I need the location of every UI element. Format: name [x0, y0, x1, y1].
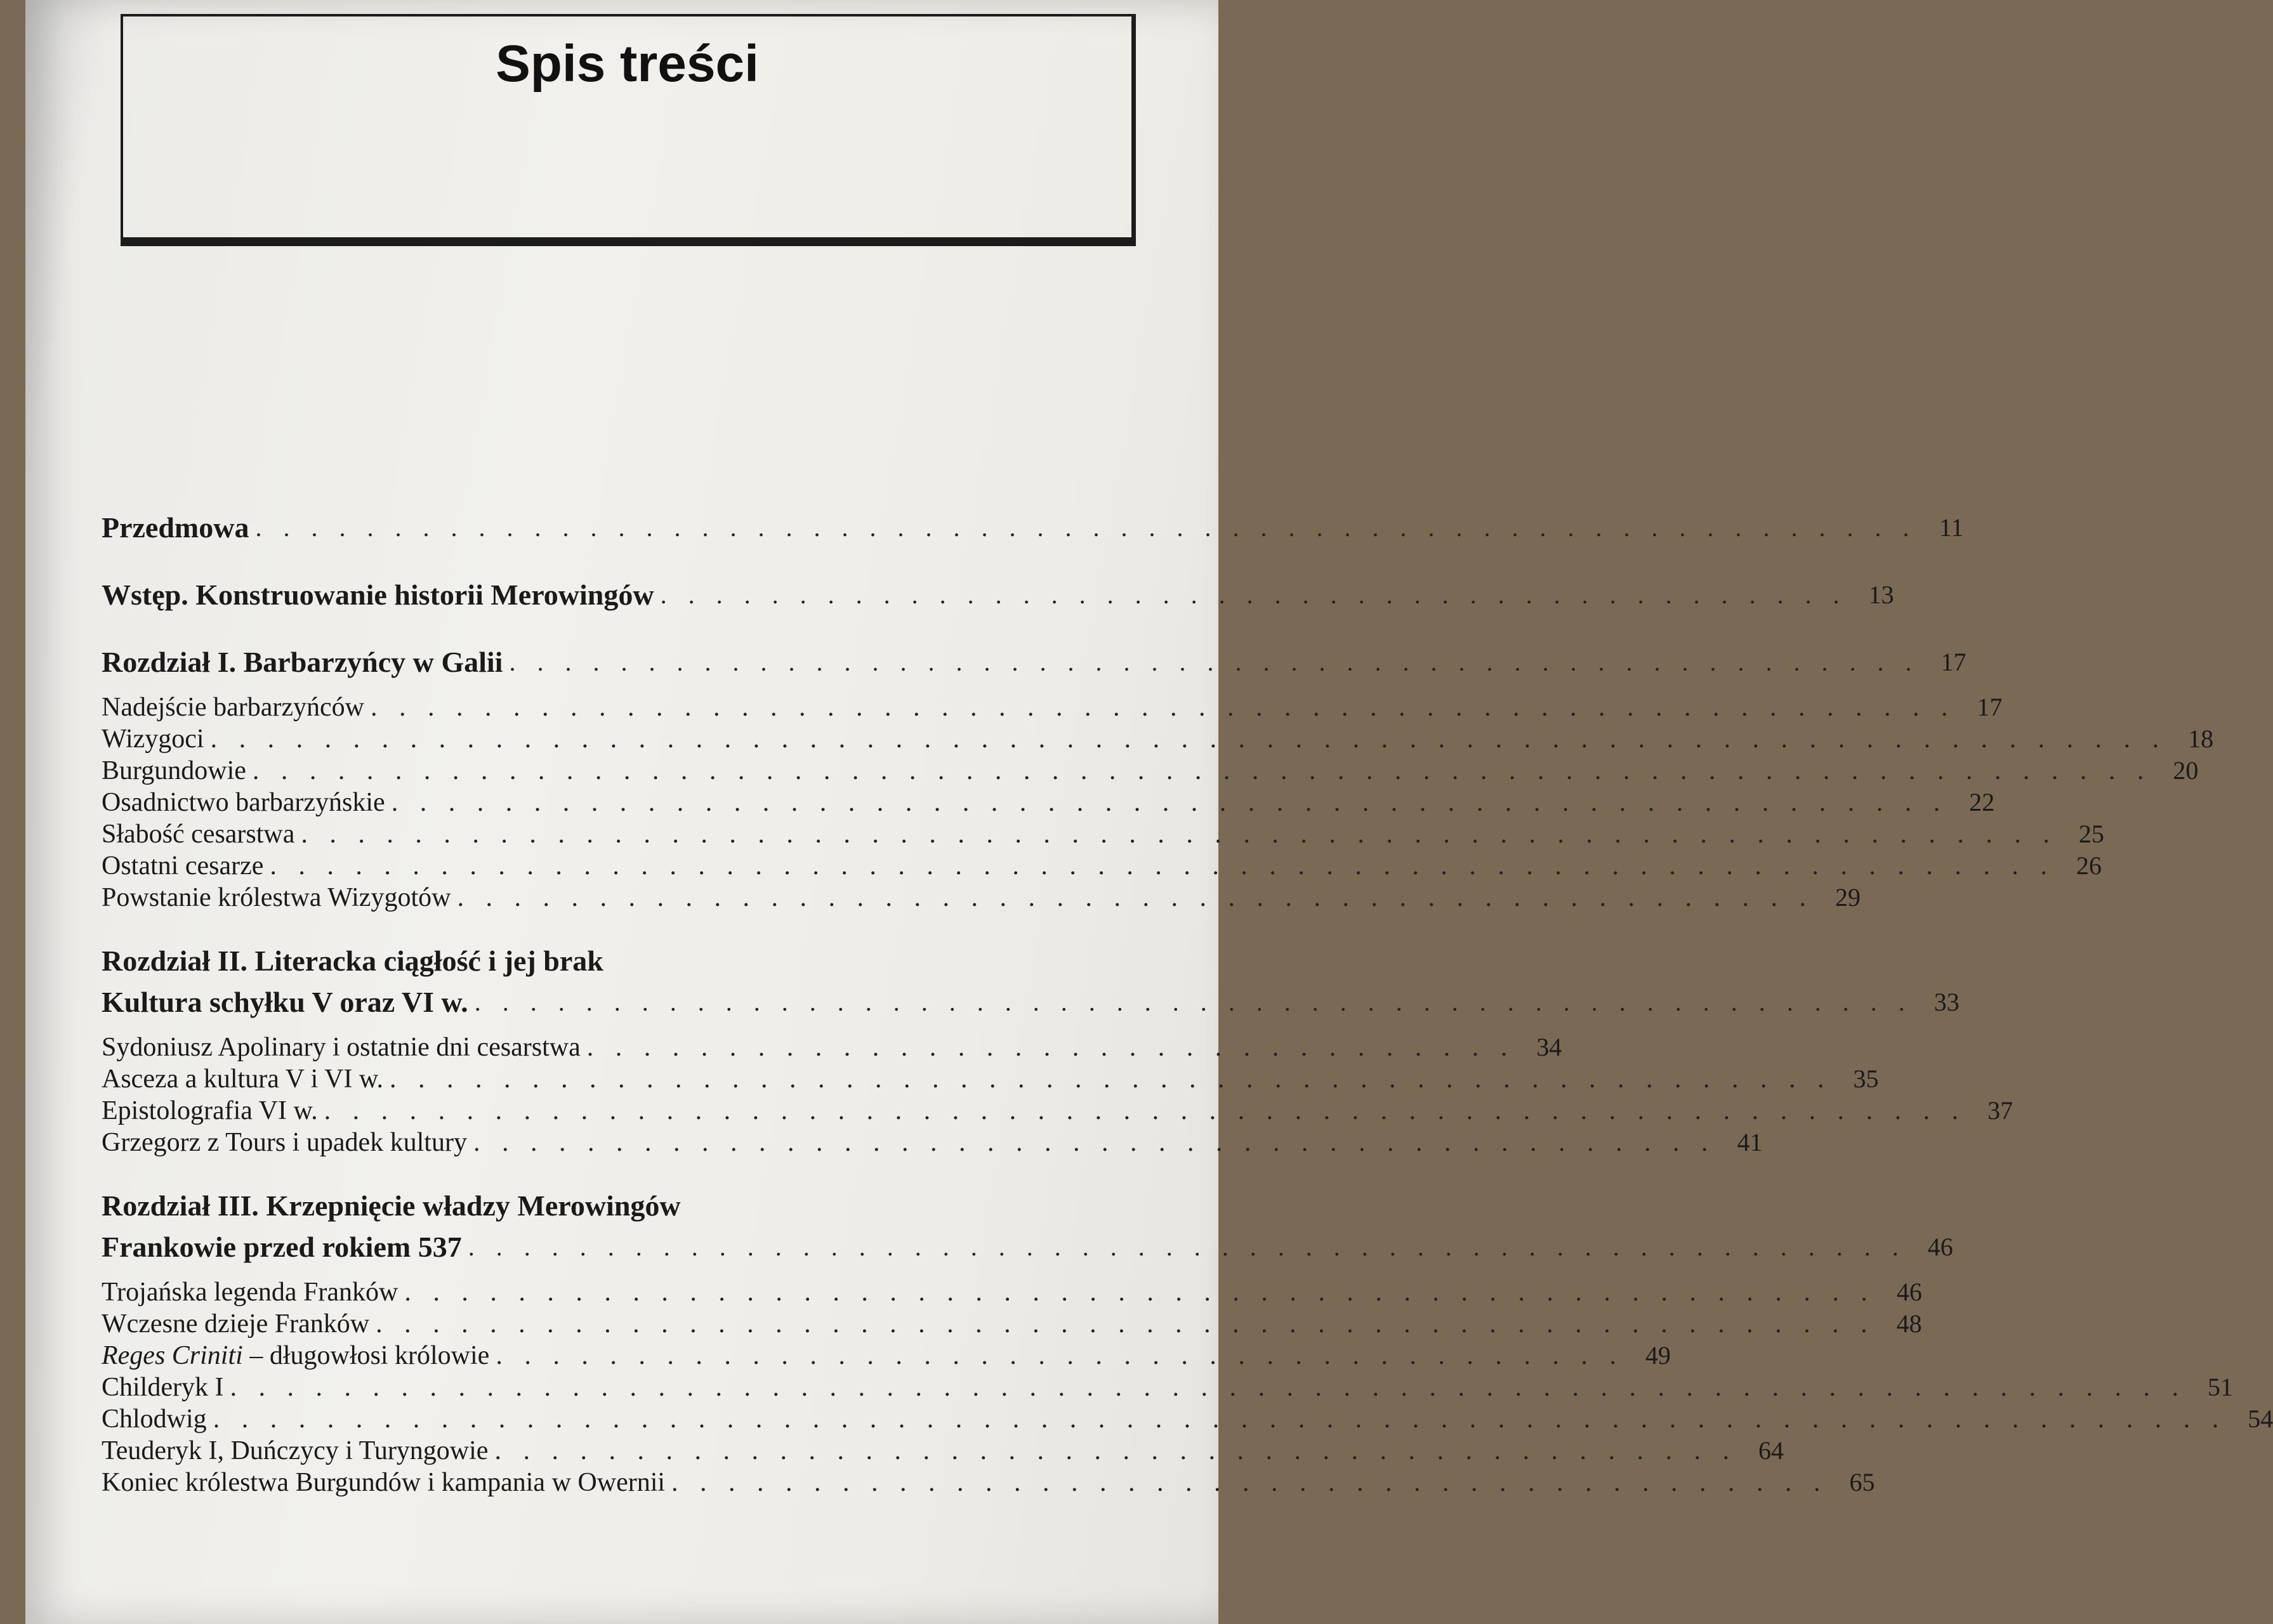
table-of-contents	[102, 508, 2273, 1525]
entry-label: – długowłosi królowie	[242, 1341, 490, 1370]
dot-leader: . . . . . . . . . . . . . . . . . . . . . . . . . . . . . . . . . . . . . . . . . . . . . . . . . . . . .	[376, 1309, 1875, 1339]
dot-leader: . . . . . . . . . . . . . . . . . . . . . . . . . . . . . . . . . . . . . . . . .	[671, 1468, 1828, 1497]
chapter-page-number: 46	[1927, 1233, 1953, 1261]
chapter-3-items	[102, 1276, 2273, 1498]
list-item: Burgundowie . . . . . . . . . . . . . . . . . . . . . . . . . . . . . . . . . . . . . . . . . . . . . . . . . . . . . . . . . . . . . . . . . . . 20	[102, 756, 2199, 785]
list-item: Wczesne dzieje Franków . . . . . . . . . . . . . . . . . . . . . . . . . . . . . . . . . . . . . . . . . . . . . . . . . . . . . 48	[102, 1309, 1922, 1339]
list-item: Teuderyk I, Duńczycy i Turyngowie . . . . . . . . . . . . . . . . . . . . . . . . . . . . . . . . . . . . . . . . . . . . 64	[102, 1436, 1784, 1465]
dot-leader: . . . . . . . . . . . . . . . . . . . . . . . . . . . . . . . . . . . . . . . . . . . .	[473, 1128, 1716, 1157]
list-item: Chlodwig . . . . . . . . . . . . . . . . . . . . . . . . . . . . . . . . . . . . . . . . . . . . . . . . . . . . . . . . . . . . . . . . . . . . . . . 54	[102, 1405, 2273, 1434]
dot-leader: . . . . . . . . . . . . . . . . . . . . . . . . . . . . . . . . .	[586, 1033, 1515, 1062]
dot-leader: . . . . . . . . . . . . . . . . . . . . . . . . . . . . . . . . . . . . . . . . . . . . . . . . . . . . . . . . . . . . . . .	[270, 851, 2055, 881]
chapter-page-number: 17	[1940, 648, 1967, 676]
list-item: Powstanie królestwa Wizygotów . . . . . . . . . . . . . . . . . . . . . . . . . . . . . . . . . . . . . . . . . . . . . . . . 29	[102, 883, 1861, 912]
dot-leader: . . . . . . . . . . . . . . . . . . . . . . . . . . . . . . . . . . . . . . . . . . . . . . . . . . . . . . . . . . . . . . . . . . . . .	[230, 1373, 2186, 1402]
chapter-heading: Rozdział III. Krzepnięcie władzy Merowingów	[102, 1189, 681, 1222]
dot-leader: . . . . . . . . . . . . . . . . . . . . . . . . . . . . . . . . . . . . . . . . . . . . . . . . . . . . . . . .	[370, 693, 1956, 722]
list-item: Sydoniusz Apolinary i ostatnie dni cesarstwa . . . . . . . . . . . . . . . . . . . . . . . . . . . . . . . . . 34	[102, 1033, 1562, 1062]
dot-leader: . . . . . . . . . . . . . . . . . . . . . . . . . . . . . . . . . . . . . . . . . . . . . . . .	[457, 883, 1814, 912]
chapter-1-items	[102, 691, 2214, 914]
chapter-subheading: Frankowie przed rokiem 537	[102, 1231, 462, 1263]
page-title: Spis treści	[496, 35, 759, 93]
chapter-heading: Rozdział I. Barbarzyńcy w Galii	[102, 646, 503, 678]
toc-entry-preface	[102, 508, 1964, 548]
chapter-heading: Rozdział II. Literacka ciągłość i jej brak	[102, 945, 603, 977]
list-item: Nadejście barbarzyńców . . . . . . . . . . . . . . . . . . . . . . . . . . . . . . . . . . . . . . . . . . . . . . . . . . . . . . . . 17	[102, 693, 2003, 722]
list-item: Grzegorz z Tours i upadek kultury . . . . . . . . . . . . . . . . . . . . . . . . . . . . . . . . . . . . . . . . . . . . 41	[102, 1128, 1763, 1157]
list-item: Ostatni cesarze . . . . . . . . . . . . . . . . . . . . . . . . . . . . . . . . . . . . . . . . . . . . . . . . . . . . . . . . . . . . . . . 26	[102, 851, 2102, 881]
dot-leader: . . . . . . . . . . . . . . . . . . . . . . . . . . . . . . . . . . . . . . . . . . .	[660, 580, 1847, 609]
list-item: Wizygoci . . . . . . . . . . . . . . . . . . . . . . . . . . . . . . . . . . . . . . . . . . . . . . . . . . . . . . . . . . . . . . . . . . . . . 18	[102, 724, 2214, 754]
dot-leader: . . . . . . . . . . . . . . . . . . . . . . . . . . . . . . . . . . . . . . . . . . . . . . . . . . .	[390, 1064, 1832, 1094]
dot-leader: . . . . . . . . . . . . . . . . . . . . . . . . . . . . . . . . . . . . . . . . . . . . . . . . . . . . . . .	[391, 788, 1948, 817]
list-item: Reges Criniti – długowłosi królowie . . . . . . . . . . . . . . . . . . . . . . . . . . . . . . . . . . . . . . . . 49	[102, 1341, 1671, 1370]
title-box	[121, 14, 1136, 246]
entry-page-number: 13	[1868, 580, 1894, 609]
list-item: Epistolografia VI w. . . . . . . . . . . . . . . . . . . . . . . . . . . . . . . . . . . . . . . . . . . . . . . . . . . . . . . . . . . 37	[102, 1096, 2013, 1125]
entry-label: Wstęp. Konstruowanie historii Merowingów	[102, 579, 654, 611]
dot-leader: . . . . . . . . . . . . . . . . . . . . . . . . . . . . . . . . . . . . . . . . . . . . . . . . . . . .	[468, 1233, 1906, 1261]
toc-entry-introduction	[102, 575, 1894, 615]
list-item: Trojańska legenda Franków . . . . . . . . . . . . . . . . . . . . . . . . . . . . . . . . . . . . . . . . . . . . . . . . . . . . 46	[102, 1278, 1922, 1307]
dot-leader: . . . . . . . . . . . . . . . . . . . . . . . . . . . . . . . . . . . . . . . .	[496, 1341, 1624, 1370]
list-item: Childeryk I . . . . . . . . . . . . . . . . . . . . . . . . . . . . . . . . . . . . . . . . . . . . . . . . . . . . . . . . . . . . . . . . . . . . . 51	[102, 1373, 2233, 1402]
list-item: Asceza a kultura V i VI w. . . . . . . . . . . . . . . . . . . . . . . . . . . . . . . . . . . . . . . . . . . . . . . . . . . . 35	[102, 1064, 1879, 1094]
dot-leader: . . . . . . . . . . . . . . . . . . . . . . . . . . . . . . . . . . . . . . . . . . . . . . . . . . . . . . . . . . . .	[255, 513, 1917, 542]
chapter-3	[102, 1185, 2273, 1498]
entry-label-italic: Reges Criniti	[102, 1341, 243, 1370]
book-page	[25, 0, 2273, 1624]
list-item: Słabość cesarstwa . . . . . . . . . . . . . . . . . . . . . . . . . . . . . . . . . . . . . . . . . . . . . . . . . . . . . . . . . . . . . . 25	[102, 820, 2104, 849]
chapter-1	[102, 642, 2214, 914]
dot-leader: . . . . . . . . . . . . . . . . . . . . . . . . . . . . . . . . . . . . . . . . . . . . . . . . . . . . . . . . . . . . . . . . . . . . . . .	[213, 1405, 2227, 1434]
dot-leader: . . . . . . . . . . . . . . . . . . . . . . . . . . . . . . . . . . . . . . . . . . . . . . . . . . . . . . . . . .	[324, 1096, 1967, 1125]
chapter-2-items	[102, 1031, 2013, 1158]
chapter-2	[102, 940, 2013, 1158]
dot-leader: . . . . . . . . . . . . . . . . . . . . . . . . . . . . . . . . . . . . . . . . . . . . . . . . . . .	[509, 648, 1920, 676]
dot-leader: . . . . . . . . . . . . . . . . . . . . . . . . . . . . . . . . . . . . . . . . . . . .	[494, 1436, 1737, 1465]
entry-label: Przedmowa	[102, 511, 249, 544]
dot-leader: . . . . . . . . . . . . . . . . . . . . . . . . . . . . . . . . . . . . . . . . . . . . . . . . . . . . . . . . . . . . . . . . . . . . .	[210, 724, 2167, 754]
list-item: Koniec królestwa Burgundów i kampania w Owernii . . . . . . . . . . . . . . . . . . . . . . . . . . . . . . . . . . . . . . . . . 65	[102, 1468, 1875, 1497]
chapter-page-number: 33	[1934, 988, 1960, 1016]
dot-leader: . . . . . . . . . . . . . . . . . . . . . . . . . . . . . . . . . . . . . . . . . . . . . . . . . . . . . . . . . . . . . .	[301, 820, 2057, 849]
entry-page-number: 11	[1939, 513, 1964, 542]
dot-leader: . . . . . . . . . . . . . . . . . . . . . . . . . . . . . . . . . . . . . . . . . . . . . . . . . . . .	[474, 988, 1913, 1016]
chapter-subheading: Kultura schyłku V oraz VI w.	[102, 986, 468, 1018]
dot-leader: . . . . . . . . . . . . . . . . . . . . . . . . . . . . . . . . . . . . . . . . . . . . . . . . . . . .	[404, 1278, 1875, 1307]
list-item: Osadnictwo barbarzyńskie . . . . . . . . . . . . . . . . . . . . . . . . . . . . . . . . . . . . . . . . . . . . . . . . . . . . . . . 22	[102, 788, 1995, 817]
dot-leader: . . . . . . . . . . . . . . . . . . . . . . . . . . . . . . . . . . . . . . . . . . . . . . . . . . . . . . . . . . . . . . . . . . .	[252, 756, 2152, 785]
